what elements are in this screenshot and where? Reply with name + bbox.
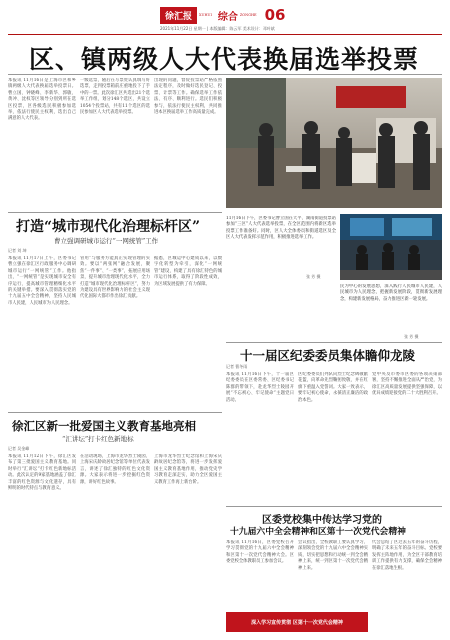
lead-headline: 区、镇两级人大代表换届选举投票 [28,45,419,74]
article3-column-1: 本报讯 11月16日下午，十一届区纪委委员在区委常委、区纪委书记陈群的带领下，赴龙华烈士陵园开展“不忘初心、牢记使命”主题党日活动。 [226,372,294,403]
page-number: 06 [264,6,286,24]
section-name: 徐汇报 [160,7,197,24]
article2-subtitle: 曹立强调研城市运行“一网统管”工作 [54,237,159,245]
topic-en: ZONGHE [239,13,257,17]
article4-rule [8,412,222,413]
lead-column-2: 一级选票，随后在写票处认真填写好选票，走到投票箱前庄重地投下了手中的一票。此次徐汇区共选出21个选举工作组，划分148个选区，共设立1054个投票站，共有11个选区的选民参加区人大代表选举投票。 [80,78,150,116]
article4-column-1: 本报讯 11月12日下午，徐汇区发布了第三批爱国主义教育基地。同时举行“汇讲坛”打卡红色新地标活动。此次认定的9家基地涵盖了徐汇丰富的红色资源与文化遗存，具有鲜明的时代特点与教育意义。 [8,454,76,492]
promo-banner: 深入学习宣传贯彻 区第十一次党代会精神 [226,612,368,632]
topic-name: 综合 [217,11,238,23]
article2-column-1: 本报讯 11月17日上午，区委书记曹立强在徐汇区行政服务中心调研城市运行“一网统管”工作。他指出，“一网统管”是实现城市安全有序运行、提高城市管理精细化水平的关键举措。要深入贯彻落实党的十九届五中全会精神，坚持人民城市人民建，人民城市为人民理念。 [8,256,76,306]
lead-photo-caption: 11月16日下午，区委书记曹立国在天平、湖南街道投票站参加“三区”人大代表选举投票，在全区范围内将新区选举投票工作准备好。同时，区人大全体委员和街道选区及全区人大代表发挥示范作用，积极推进选举工作。 [226,216,336,241]
article2-photo-credit: 张 芳 摄 [404,334,419,339]
article2-photo [340,214,442,280]
article4-column-3: 上海市龙华烈士纪念馆和上海宋庆龄故居纪念馆等，将进一步发挥爱国主义教育基地作用，推动党史学习教育走深走实，助力全区爱国主义教育工作再上新台阶。 [154,454,222,485]
article5-headline-line1: 区委党校集中传达学习党的 [262,515,382,526]
article4-column-2: 在活动现场，上海市龙华烈士陵园、上海宋庆龄故居纪念馆等单位代表发言，讲述了徐汇独特的红色文化资源。大家表示将进一步挖掘红色资源，讲好红色故事。 [80,454,150,485]
article3-column-2: 区纪委委员们列队向烈士纪念碑敬献花篮，向革命先烈鞠躬致敬，并在红旗下重温入党誓词。大家一致表示，要牢记初心使命，永葆清正廉洁的政治本色。 [298,372,368,403]
article5-column-1: 本报讯 11月16日，区委党校召开学习贯彻党的十九届六中全会精神和区第十一次党代会精神大会。区委党校全体教职员工参加会议。 [226,540,294,565]
top-rule [8,34,442,35]
article2-rule [8,212,222,213]
article4-byline: 记者 吴金峰 [8,446,30,451]
article2-column-3: 据悉，区城运中心建成以来，以数字化转型为牵引，深化“一网统管”建设，构建了具有徐汇特色的城市运行体系，取得了阶段性成效，为区域发展提供了有力保障。 [154,256,222,287]
lead-photo [226,78,442,208]
lead-photo-credit: 张 芳 摄 [306,274,321,279]
article4-subtitle: “汇讲坛”打卡红色新地标 [62,435,134,443]
dateline: 2021年11月22日 星期一 | 本版编辑：陈云军 美术设计：邓叶斌 [160,26,275,31]
article5-headline-line2: 十九届六中全会精神和区第十一次党代会精神 [230,527,406,537]
article3-headline: 十一届区纪委委员集体瞻仰龙陵 [240,348,416,363]
masthead [160,7,286,23]
article2-photo-caption: 民为中心的发展思想，深入践行人民城市人民建，人民城市为人民理念，把握新发展阶段，贯彻新发展理念，构建新发展格局，奋力推进区新一轮发展。 [340,284,442,302]
section-en: XUHUI [199,13,212,17]
article4-headline: 徐汇区新一批爱国主义教育基地亮相 [12,419,196,433]
article5-column-3: 代会总结了区过去五年的奋斗历程，明确了未来五年的奋斗目标。党校要发挥主阵地作用，为全区干部教育培训工作提供有力支撑，确保全会精神在徐汇落地生根。 [372,540,442,571]
article2-headline: 打造“城市现代化治理标杆区” [16,219,201,235]
article3-column-3: 党中央及市委市区委的各项决策部署，坚持不懈推进全面从严治党，为徐汇区高质量发展提供坚强保障，以优异成绩迎接党的二十大胜利召开。 [372,372,442,397]
article3-rule [226,342,442,343]
lead-column-3: 出现的问题，督促投票站严格依照法定程序，及时做好选民登记、投票、计票等工作。确保选举工作依法、有序、顺利进行。选民们积极参与，依法行使民主权利，共同推进本区换届选举工作高质量完成。 [154,78,222,116]
article5-column-2: 会议指出，全校教职工要认真学习、深刻领会党的十九届六中全会精神实质，切实把思想和行动统一到全会精神上来，统一到区第十一次党代会精神上来。 [298,540,368,571]
article2-byline: 记者 刘 坤 [8,248,27,253]
lead-column-1: 本报讯 11月16日是上海市区和乡镇两级人大代表换届选举投票日。曹立国、钟晓峰、李新华、郭敏、黄冲、沈权等区领导分别到所在选区投票，区各级选民积极参加选举，依法行使民主权利，选出自己满意的人大代表。 [8,78,76,122]
article5-rule [226,506,442,507]
article2-column-2: 管用”与服务方能真正实现管理的实效。要以“两张网”融合发展，聚焦“一件事”、“一类事”，拓展应用场景，提升城市治理现代化水平，全力打造“城市现代化治理标杆区”，努力为建设具有世界影响力的社会主义现代化国际大都市作出徐汇贡献。 [80,256,150,300]
lead-rule [8,74,442,75]
article3-byline: 记者 曹冬雨 [226,364,248,369]
